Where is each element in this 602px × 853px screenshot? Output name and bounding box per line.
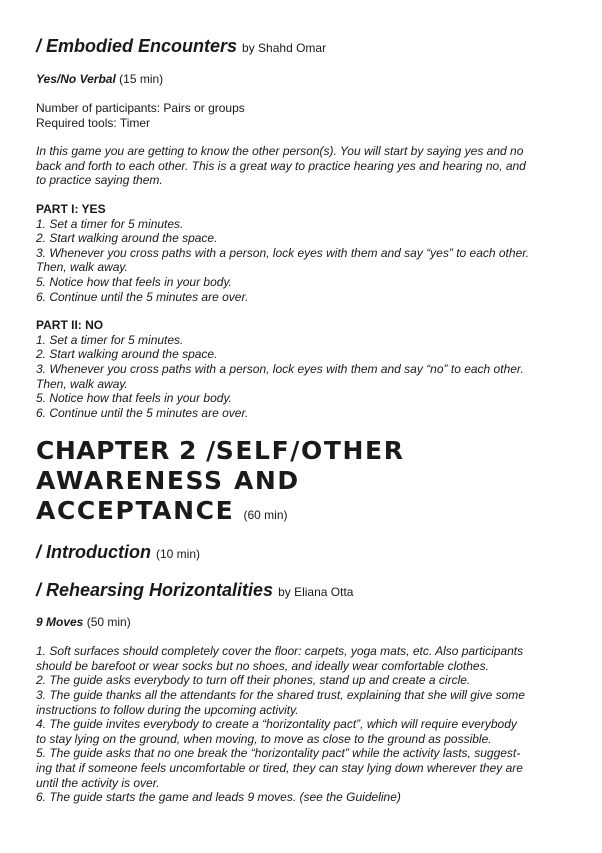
part-2-step: 3. Whenever you cross paths with a person, lock eyes with them and say “no” to each other. xyxy=(36,361,524,376)
chapter-heading-line-1 xyxy=(36,436,576,466)
document-page xyxy=(36,34,576,805)
instruction-line: 1. Soft surfaces should completely cover the floor: carpets, yoga mats, etc. Also participants xyxy=(36,644,524,659)
chapter-title-part-1: SELF/OTHER xyxy=(215,436,405,466)
activity-duration: (15 min) xyxy=(119,72,164,86)
part-1-title: PART I: YES xyxy=(36,201,106,216)
part-1-step: Then, walk away. xyxy=(36,260,128,275)
activity-heading xyxy=(36,71,576,87)
intro-line: In this game you are getting to know the other person(s). You will start by saying yes and no xyxy=(36,144,524,159)
section-byline: by Eliana Otta xyxy=(278,585,354,600)
part-1-step: 1. Set a timer for 5 minutes. xyxy=(36,216,184,231)
moves-instructions xyxy=(36,644,576,805)
part-2-step: 6. Continue until the 5 minutes are over. xyxy=(36,405,249,420)
introduction-title: / Introduction xyxy=(36,542,151,563)
instruction-line: 3. The guide thanks all the attendants for the shared trust, explaining that she will give some xyxy=(36,688,525,703)
instruction-line: 5. The guide asks that no one break the “horizontality pact” while the activity lasts, suggest- xyxy=(36,746,521,761)
activity-intro xyxy=(36,144,576,188)
instruction-line: ing that if someone feels uncomfortable or tired, they can stay lying down wherever they are xyxy=(36,761,523,776)
part-1-block xyxy=(36,202,576,304)
chapter-duration: (60 min) xyxy=(243,508,288,523)
activity-duration: (50 min) xyxy=(86,615,131,630)
section-title-embodied-encounters xyxy=(36,34,576,60)
introduction-heading xyxy=(36,540,576,566)
instruction-line: until the activity is over. xyxy=(36,775,160,790)
activity-heading xyxy=(36,614,576,630)
section-title-text: / Embodied Encounters xyxy=(36,36,238,56)
instruction-line: 2. The guide asks everybody to turn off their phones, stand up and create a circle. xyxy=(36,673,471,688)
section-title-text: / Rehearsing Horizontalities xyxy=(36,580,274,601)
section-title-rehearsing-horizontalities xyxy=(36,578,576,604)
chapter-title-part-2: AWARENESS AND xyxy=(36,466,300,496)
instruction-line: should be barefoot or wear socks but no shoes, and ideally wear comfortable clothes. xyxy=(36,658,489,673)
part-1-step: 6. Continue until the 5 minutes are over. xyxy=(36,289,249,304)
part-2-step: Then, walk away. xyxy=(36,376,128,391)
activity-requirements xyxy=(36,101,576,130)
intro-line: to practice saying them. xyxy=(36,173,163,188)
instruction-line: instructions to follow during the upcoming activity. xyxy=(36,702,299,717)
activity-name: 9 Moves xyxy=(36,615,84,630)
instruction-line: to stay lying on the ground, when moving, to move as close to the ground as possible. xyxy=(36,731,492,746)
instruction-line: 4. The guide invites everybody to create a “horizontality pact”, which will require everybody xyxy=(36,717,517,732)
chapter-heading-line-3 xyxy=(36,496,576,530)
participants-line: Number of participants: Pairs or groups xyxy=(36,101,245,115)
intro-line: back and forth to each other. This is a great way to practice hearing yes and hearing no, and xyxy=(36,158,526,173)
chapter-prefix: CHAPTER 2 / xyxy=(36,436,216,466)
part-2-step: 2. Start walking around the space. xyxy=(36,347,218,362)
activity-name: Yes/No Verbal xyxy=(36,72,116,86)
part-1-step: 3. Whenever you cross paths with a person, lock eyes with them and say “yes” to each other. xyxy=(36,245,530,260)
part-2-block xyxy=(36,318,576,420)
chapter-title-part-3: ACCEPTANCE xyxy=(36,496,235,526)
section-byline: by Shahd Omar xyxy=(242,41,327,55)
introduction-duration: (10 min) xyxy=(156,547,201,562)
instruction-line: 6. The guide starts the game and leads 9 moves. (see the Guideline) xyxy=(36,790,401,805)
tools-line: Required tools: Timer xyxy=(36,115,151,130)
part-2-title: PART II: NO xyxy=(36,318,104,333)
part-2-step: 1. Set a timer for 5 minutes. xyxy=(36,332,184,347)
part-2-step: 5. Notice how that feels in your body. xyxy=(36,391,232,406)
chapter-heading xyxy=(36,436,576,530)
part-1-step: 5. Notice how that feels in your body. xyxy=(36,274,232,289)
part-1-step: 2. Start walking around the space. xyxy=(36,231,218,246)
